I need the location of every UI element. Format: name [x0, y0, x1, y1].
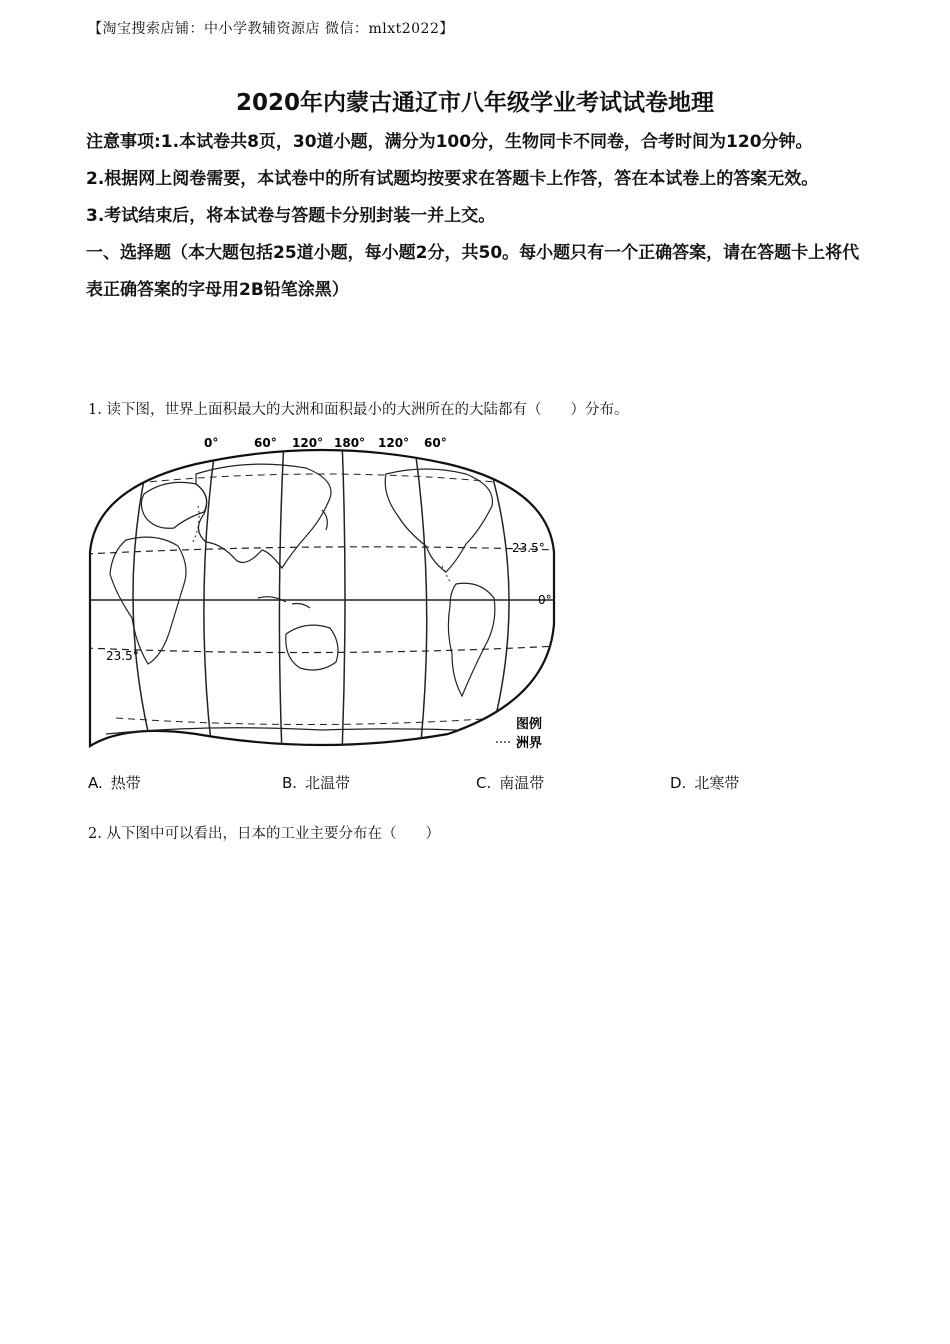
option-letter: D.: [670, 774, 687, 792]
australia-shape: [286, 625, 338, 670]
lon-label: 180°: [334, 436, 366, 450]
europe-shape: [141, 482, 206, 528]
lat-label: 23.5°: [106, 649, 139, 663]
note-2: 2.根据网上阅卷需要，本试卷中的所有试题均按要求在答题卡上作答，答在本试卷上的答案无效。: [86, 169, 819, 189]
option-a[interactable]: [88, 772, 141, 793]
option-text: 北寒带: [694, 774, 740, 792]
lon-label: 120°: [292, 436, 324, 450]
tropic-of-cancer: [86, 547, 558, 554]
option-text: 北温带: [305, 774, 351, 792]
map-outline: [90, 450, 554, 746]
meridian-line: [484, 448, 509, 746]
tropic-of-capricorn: [86, 646, 558, 653]
world-map-svg: [86, 434, 558, 754]
lon-label: 60°: [254, 436, 277, 450]
north-america-shape: [385, 469, 492, 572]
option-d[interactable]: [670, 772, 739, 793]
header-note: 【淘宝搜索店铺：中小学教辅资源店 微信：mlxt2022】: [88, 21, 454, 37]
legend-title: 图例: [516, 717, 543, 732]
option-b[interactable]: [282, 772, 350, 793]
option-text: 南温带: [499, 774, 545, 792]
indonesia-shape: [258, 597, 310, 608]
option-c[interactable]: [476, 772, 544, 793]
legend-item-label: 洲界: [516, 736, 543, 751]
asia-shape: [196, 464, 331, 568]
lat-label: 0°: [538, 593, 552, 607]
option-letter: A.: [88, 774, 103, 792]
option-letter: C.: [476, 774, 492, 792]
exam-notes: [86, 124, 872, 309]
question-2-text: 2. 从下图中可以看出，日本的工业主要分布在（ ）: [88, 826, 440, 842]
option-text: 热带: [110, 774, 141, 792]
meridian-line: [342, 440, 345, 754]
option-letter: B.: [282, 774, 298, 792]
meridian-line: [414, 442, 427, 752]
meridian-line: [133, 444, 152, 749]
lat-label: 23.5°: [512, 541, 545, 555]
section-heading: 一、选择题（本大题包括25道小题，每小题2分，共50。每小题只有一个正确答案，请在答题卡上将代表正确答案的字母用2B铅笔涂黑）: [86, 243, 860, 300]
lon-label: 120°: [378, 436, 410, 450]
meridian-line: [279, 440, 284, 754]
page-title: 2020年内蒙古通辽市八年级学业考试试卷地理: [235, 90, 714, 116]
meridian-line: [204, 442, 216, 752]
note-3: 3.考试结束后，将本试卷与答题卡分别封装一并上交。: [86, 206, 496, 226]
note-1: 注意事项:1.本试卷共8页，30道小题，满分为100分，生物同卡不同卷，合考时间为120分钟。: [86, 132, 813, 152]
lon-label: 0°: [204, 436, 219, 450]
world-map-figure: [86, 434, 558, 754]
lon-label: 60°: [424, 436, 447, 450]
question-1-text: 1. 读下图，世界上面积最大的大洲和面积最小的大洲所在的大陆都有（ ）分布。: [88, 402, 629, 418]
continent-boundary: [192, 506, 199, 544]
antarctic-circle: [116, 716, 526, 725]
